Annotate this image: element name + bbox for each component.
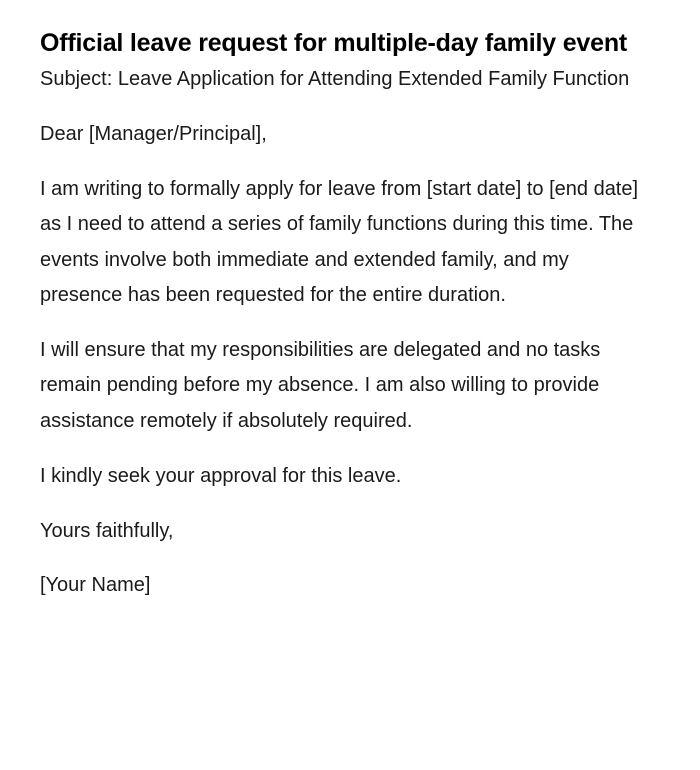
letter-document [40,22,650,623]
signature-placeholder: [Your Name] [40,574,151,597]
page-title: Official leave request for multiple-day family event [40,29,628,57]
body-paragraph-responsibilities: I will ensure that my responsibilities are delegated and no tasks remain pending before my absence. I am also willing to provide assistance remotely if absolutely required. [40,338,601,432]
subject-line: Subject: Leave Application for Attending Extended Family Function [40,68,630,90]
body-paragraph-request: I am writing to formally apply for leave from [start date] to [end date] as I need to attend a series of family functions during this time. The events involve both immediate and extended family, and my presence has been requested for the entire duration. [40,177,639,307]
salutation: Dear [Manager/Principal], [40,122,267,145]
closing-line: Yours faithfully, [40,519,174,542]
body-paragraph-approval: I kindly seek your approval for this leave. [40,464,402,487]
